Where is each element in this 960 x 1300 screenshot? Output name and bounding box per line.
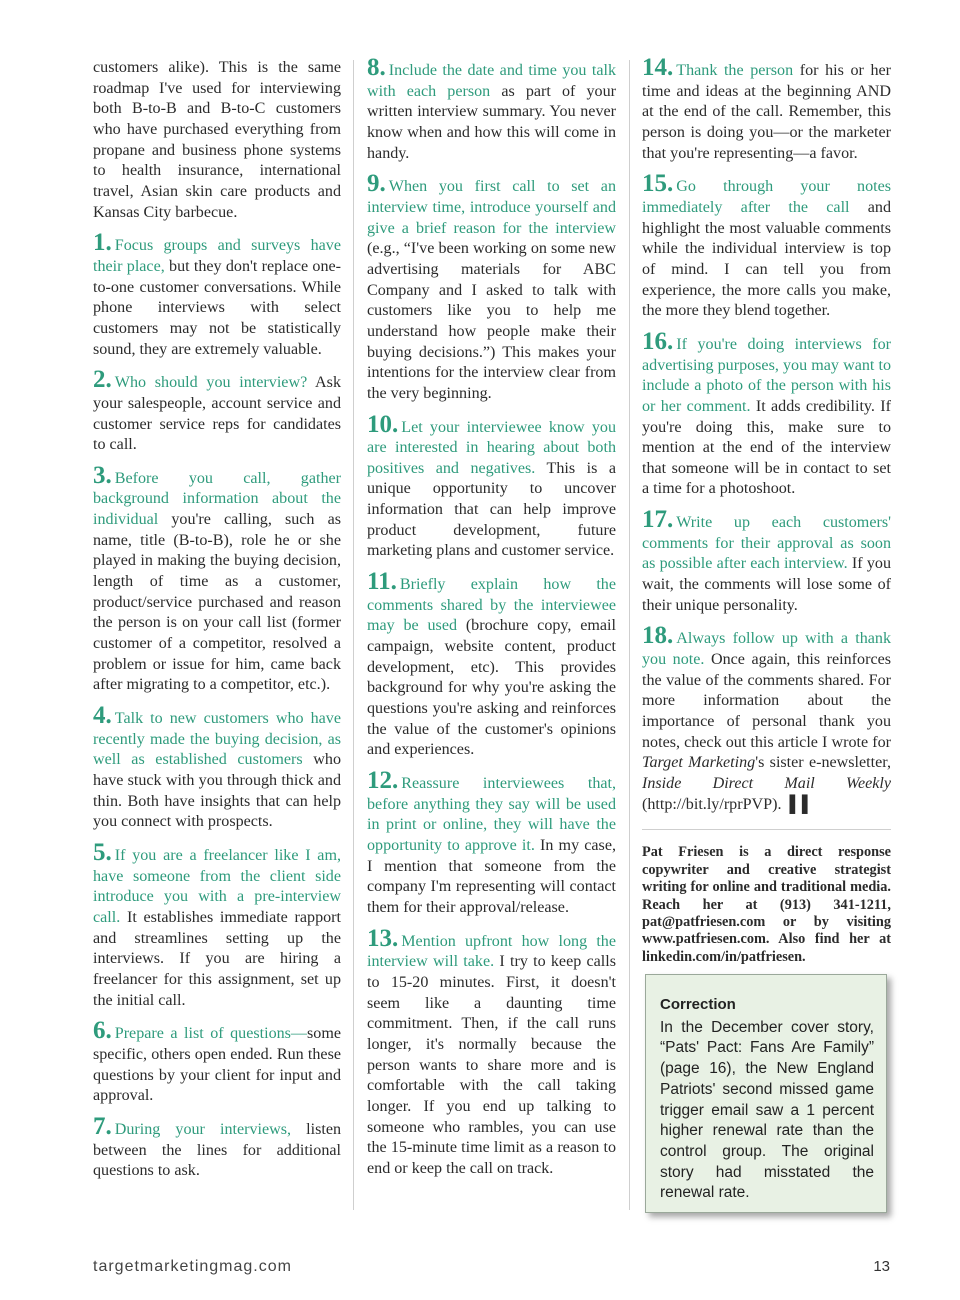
tip-7: 7. During your interviews, listen between the lines for additional questions to ask.	[93, 1112, 342, 1180]
tip-11: 11. Briefly explain how the comments shared by the interviewee may be used (brochure copy, email campaign, website content, product development, etc). This provides background for why you're asking the questions you're asking and reinforces the value of the customer's opinions and experiences.	[367, 568, 616, 759]
tip-10: 10. Let your interviewee know you are interested in hearing about both positives and negatives. This is a unique opportunity to uncover information that can help improve product development, future marketing plans and customer service.	[367, 410, 616, 560]
tip-5: 5. If you are a freelancer like I am, have someone from the client side introduce you with a pre-interview call. It establishes immediate rapport and streamlines setting up the interviews. If you are hiring a freelancer for this assignment, set up the initial call.	[93, 838, 341, 1009]
column-divider	[353, 60, 354, 1210]
correction-title: Correction	[660, 996, 736, 1013]
tip-3: 3. Before you call, gather background information about the individual you're calling, such as name, title (B-to-B), role he or she played in making the buying decision, length of time as a customer, product/service purchased and reason the person is on your call list (former customer of a competitor, resolved a problem or issue for him, came back after migrating to a competitor, etc.).	[93, 461, 341, 694]
tip-8: 8. Include the date and time you talk with each person as part of your written interview summary. You never know when and how this will come in handy.	[367, 54, 616, 162]
end-of-article-icon: ▌▌	[789, 795, 815, 813]
tip-6: 6. Prepare a list of questions—some specific, others open ended. Run these questions by your client for input and approval.	[93, 1017, 341, 1105]
tip-15: 15. Go through your notes immediately after the call and highlight the most valuable comments while the individual interview is top of mind. I can tell you from experience, the more calls you make, the more they blend together.	[642, 170, 891, 320]
tip-4: 4. Talk to new customers who have recently made the buying decision, as well as established customers who have stuck with you through thick and thin. Both have insights that can help you connect with prospects.	[93, 702, 342, 831]
tip-9: 9. When you first call to set an interview time, introduce yourself and give a brief reason for the interview (e.g., “I've been working on some new advertising materials for ABC Company and I asked to talk with customers like you to help me understand how people make their buying decisions.”) This makes your intentions for the interview clear from the very beginning.	[367, 170, 616, 402]
column-divider	[629, 60, 630, 1210]
tip-16: 16. If you're doing interviews for advertising purposes, you may want to include a photo of the person with his or her comment. It adds credibility. If you're doing this, make sure to mention at the end of the interview that someone will be in contact to set a time for a photoshoot.	[642, 327, 892, 498]
tip-1: 1. Focus groups and surveys have their place, but they don't replace one-to-one customer conversations. While phone interviews with select customers may not be statistically sound, they are extremely valuable.	[93, 229, 341, 358]
author-bio: Pat Friesen is a direct response copywriter and creative strategist writing for online and traditional media. Reach her at (913) 341-1211, pat@patfriesen.com or by visiting www.patfriesen.com. Also find her at linkedin.com/in/patfriesen.	[642, 829, 891, 966]
correction-box	[645, 974, 887, 1213]
article-column-3	[642, 54, 892, 966]
article-column-1	[93, 58, 341, 1192]
publication-name: Target Marketing	[642, 754, 756, 772]
tip-2: 2. Who should you interview? Ask your salespeople, account service and customer service reps for candidates to call.	[93, 366, 341, 454]
article-column-2	[367, 54, 617, 1189]
tip-14: 14. Thank the person for his or her time and ideas at the beginning AND at the end of the call. Remember, this person is doing you—or the marketer that you're representing—a favor.	[642, 54, 891, 162]
tip-13: 13. Mention upfront how long the interview will take. I try to keep calls to 15-20 minutes. First, it doesn't seem like a daunting time commitment. Then, if the call runs longer, it's normally because the person wants to share more and is comfortable with the call taking longer. If you end up talking to someone who rambles, you can use the 15-minute time limit as a reason to end or keep the call on track.	[367, 924, 617, 1177]
tip-17: 17. Write up each customers' comments for their approval as soon as possible after each interview. If you wait, the comments will lose some of their unique personality.	[642, 506, 891, 614]
intro-paragraph: customers alike). This is the same roadmap I've used for interviewing both B-to-B and B-to-C customers who have purchased everything from propane and business phone systems to health insurance, international travel, Asian skin care products and Kansas City barbecue.	[93, 59, 341, 221]
tip-12: 12. Reassure interviewees that, before anything they say will be used in print or online, they will have the opportunity to approve it. In my case, I mention that someone from the company I'm representing will contact them for their approval/release.	[367, 767, 616, 916]
correction-body: In the December cover story, “Pats' Pact: Fans Are Family” (page 16), the New England Patriots' second missed game trigger email saw a 1 percent higher renewal rate than the control group. The original story had misstated the renewal rate.	[660, 1018, 874, 1202]
publication-name: Inside Direct Mail Weekly	[642, 775, 891, 792]
page-number: 13	[873, 1258, 890, 1275]
footer-website-url[interactable]: targetmarketingmag.com	[93, 1258, 292, 1275]
article-link[interactable]: (http://bit.ly/rprPVP).	[642, 795, 782, 813]
tip-18: 18. Always follow up with a thank you note. Once again, this reinforces the value of the comments shared. For more information about the importance of personal thank you notes, check out this article I wrote for Target Marketing's sister e-newsletter, Inside Direct Mail Weekly (http://bit.ly/rprPVP). ▌▌	[642, 626, 891, 815]
